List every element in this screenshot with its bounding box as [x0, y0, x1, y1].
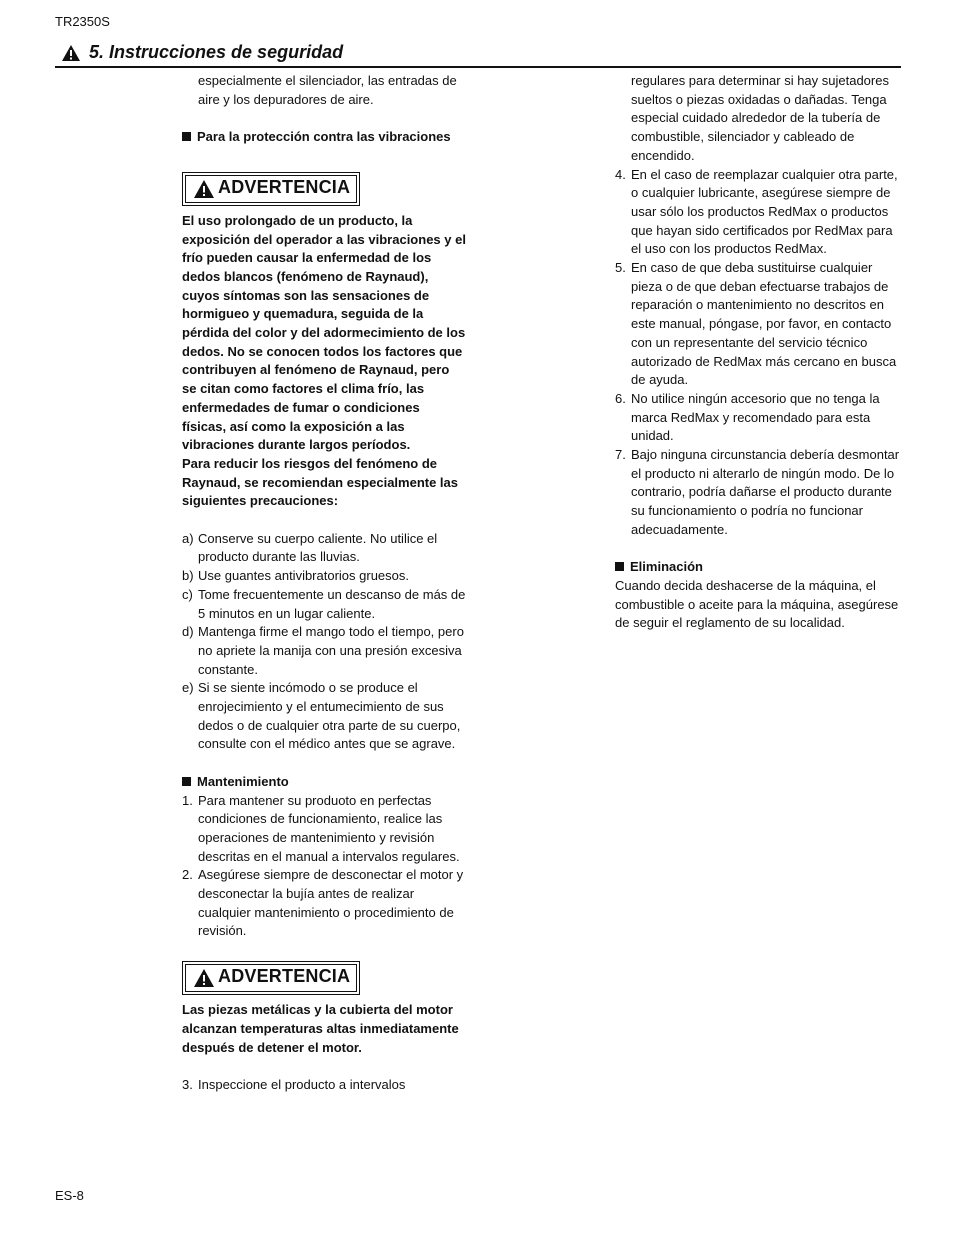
warning-2-text: Las piezas metálicas y la cubierta del motor alcanzan temperaturas altas inmediatamente después de detener el motor.	[182, 1002, 459, 1055]
list-item: 3. Inspeccione el producto a intervalos	[182, 1076, 406, 1092]
warning-label: ADVERTENCIA	[218, 966, 351, 987]
maintenance-heading: Mantenimiento	[182, 773, 467, 792]
precautions-list	[182, 530, 467, 754]
warning-triangle-icon	[61, 44, 81, 62]
list-item: 7. Bajo ninguna circunstancia debería desmontar el producto ni alterarlo de ningún modo. De lo contrario, podría dañarse el producto durante su funcionamiento o podría no funcionar adecuadamente.	[615, 447, 900, 537]
warning-1-text-2: Para reducir los riesgos del fenómeno de Raynaud, se recomiendan especialmente las siguientes precauciones:	[182, 455, 459, 509]
warning-1-text: El uso prolongado de un producto, la exposición del operador a las vibraciones y el frío pueden causar la enfermedad de los dedos blancos (fenómeno de Raynaud), cuyos síntomas son las sensaciones de hormigueo y quemadura, seguida de la pérdida del color y del adormecimiento de los dedos. No se conocen todos los factores que contribuyen al fenómeno de Raynaud, pero se citan como factores el clima frío, las enfermedades de fumar o condiciones físicas, así como la exposición a las vibraciones durante largos períodos.	[182, 212, 466, 453]
right-column	[615, 72, 905, 633]
section-header	[55, 42, 901, 68]
list-item: d) Mantenga firme el mango todo el tiempo, pero no apriete la manija con una presión excesiva constante.	[182, 624, 464, 677]
left-column	[182, 72, 467, 1095]
warning-triangle-icon	[193, 968, 215, 988]
list-item: e) Si se siente incómodo o se produce el enrojecimiento y el entumecimiento de sus dedos o de cualquier otra parte de su cuerpo, consulte con el médico antes que se agrave.	[182, 680, 461, 752]
section-title: 5. Instrucciones de seguridad	[89, 42, 344, 62]
list-item: 6. No utilice ningún accesorio que no tenga la marca RedMax y recomendado para esta unidad.	[615, 390, 880, 444]
model-number: TR2350S	[55, 14, 110, 29]
disposal-heading: Eliminación	[615, 558, 905, 577]
list-item: 1. Para mantener su produoto en perfectas condiciones de funcionamiento, realice las operaciones de mantenimiento y revisión descritas en el manual a intervalos regulares.	[182, 792, 460, 864]
maintenance-list-right	[615, 166, 905, 540]
intro-text: especialmente el silenciador, las entradas de aire y los depuradores de aire.	[198, 73, 457, 107]
page-number: ES-8	[55, 1188, 84, 1203]
bullet-square-icon	[182, 777, 191, 786]
bullet-square-icon	[182, 132, 191, 141]
list-item: 5. En caso de que deba sustituirse cualquier pieza o de que deban efectuarse trabajos de reparación o mantenimiento no descritos en este manual, póngase, por favor, en contacto con un representante del servicio técnico autorizado de RedMax más cercano en busca de ayuda.	[615, 260, 897, 388]
warning-box-1	[182, 172, 360, 206]
list-item: c) Tome frecuentemente un descanso de más de 5 minutos en un lugar caliente.	[182, 586, 466, 621]
warning-label: ADVERTENCIA	[218, 176, 351, 197]
list-item: 2. Asegúrese siempre de desconectar el motor y desconectar la bujía antes de realizar cualquier mantenimiento o procedimiento de revisión.	[182, 867, 464, 939]
list-item: b) Use guantes antivibratorios gruesos.	[182, 568, 410, 584]
warning-box-2	[182, 961, 360, 995]
warning-triangle-icon	[193, 179, 215, 199]
list-item: a) Conserve su cuerpo caliente. No utilice el producto durante las lluvias.	[182, 530, 438, 565]
vibration-heading: Para la protección contra las vibraciones	[182, 128, 467, 147]
bullet-square-icon	[615, 562, 624, 571]
item-3-continuation: regulares para determinar si hay sujetadores sueltos o piezas oxidadas o dañadas. Tenga especial cuidado alrededor de la tubería de combustible, silenciador y cableado de encendido.	[631, 73, 889, 163]
maintenance-list-cont	[182, 1076, 467, 1095]
maintenance-list	[182, 792, 467, 942]
list-item: 4. En el caso de reemplazar cualquier otra parte, o cualquier lubricante, asegúrese siempre de usar sólo los productos RedMax o productos que hayan sido certificados por RedMax para el uso con los productos RedMax.	[615, 166, 898, 257]
disposal-text: Cuando decida deshacerse de la máquina, el combustible o aceite para la máquina, asegúrese de seguir el reglamento de su localidad.	[615, 577, 899, 631]
